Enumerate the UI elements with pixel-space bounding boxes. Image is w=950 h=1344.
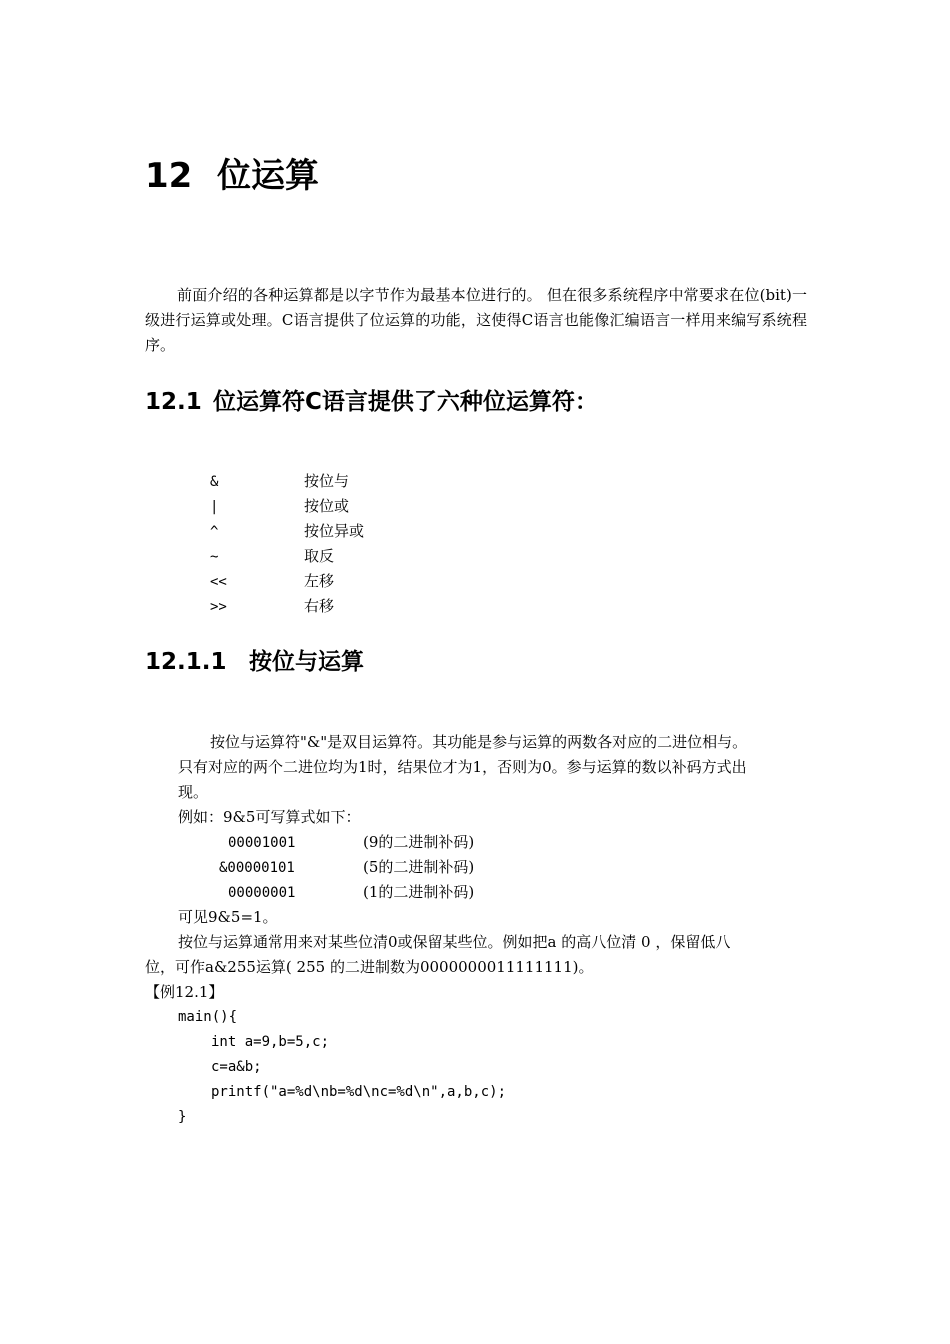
operator-symbol: |	[210, 499, 219, 515]
chapter-title: 位运算	[217, 156, 319, 196]
intro-paragraph	[145, 283, 807, 358]
operator-row	[210, 469, 364, 494]
operator-meaning: 取反	[304, 547, 335, 565]
binary-note: (5的二进制补码)	[363, 858, 475, 876]
body-line: 按位与运算符"&"是双目运算符。其功能是参与运算的两数各对应的二进位相与。	[210, 733, 748, 751]
operator-meaning: 按位或	[304, 497, 350, 515]
code-line: printf("a=%d\nb=%d\nc=%d\n",a,b,c);	[211, 1084, 507, 1100]
operator-row	[210, 594, 364, 619]
binary-value: &00000101	[219, 860, 295, 876]
section-title: 位运算符C语言提供了六种位运算符：	[213, 389, 598, 415]
binary-value: 00001001	[228, 835, 296, 851]
operator-symbol: ~	[210, 549, 219, 565]
body-line: 按位与运算通常用来对某些位清0或保留某些位。例如把a 的高八位清 0 ，保留低八	[178, 933, 731, 951]
operator-row	[210, 494, 364, 519]
result-line: 可见9&5=1。	[178, 908, 278, 926]
code-line: }	[178, 1109, 187, 1125]
binary-row	[228, 830, 474, 856]
example-label: 【例12.1】	[145, 983, 224, 1001]
body-line: 位，可作a&255运算( 255 的二进制数为0000000011111111)。	[145, 958, 594, 976]
subsection-heading	[145, 644, 364, 680]
binary-row	[228, 880, 474, 906]
binary-row	[219, 855, 474, 881]
binary-value: 00000001	[228, 885, 296, 901]
subsection-number: 12.1.1	[145, 649, 227, 675]
operator-meaning: 右移	[304, 597, 335, 615]
binary-note: (9的二进制补码)	[363, 833, 475, 851]
operator-symbol: >>	[210, 599, 227, 615]
operator-row	[210, 519, 364, 544]
operator-row	[210, 544, 364, 569]
operator-list	[210, 469, 364, 619]
intro-text: 前面介绍的各种运算都是以字节作为最基本位进行的。 但在很多系统程序中常要求在位(bit)一级进行运算或处理。C语言提供了位运算的功能，这使得C语言也能像汇编语言一样用来编写系统程序。	[145, 286, 807, 354]
operator-row	[210, 569, 364, 594]
body-line: 只有对应的两个二进位均为1时，结果位才为1，否则为0。参与运算的数以补码方式出	[178, 758, 747, 776]
operator-symbol: ^	[210, 524, 219, 540]
example-intro: 例如：9&5可写算式如下：	[178, 808, 361, 826]
chapter-number: 12	[145, 156, 193, 196]
section-number: 12.1	[145, 389, 202, 415]
binary-note: (1的二进制补码)	[363, 883, 475, 901]
chapter-heading	[145, 152, 319, 200]
operator-meaning: 左移	[304, 572, 335, 590]
code-line: int a=9,b=5,c;	[211, 1034, 330, 1050]
operator-symbol: <<	[210, 574, 227, 590]
body-line: 现。	[178, 783, 209, 801]
operator-meaning: 按位异或	[304, 522, 365, 540]
section-heading	[145, 384, 598, 420]
operator-meaning: 按位与	[304, 472, 350, 490]
operator-symbol: &	[210, 474, 219, 490]
code-line: main(){	[178, 1009, 238, 1025]
code-line: c=a&b;	[211, 1059, 262, 1075]
subsection-title: 按位与运算	[249, 649, 364, 675]
